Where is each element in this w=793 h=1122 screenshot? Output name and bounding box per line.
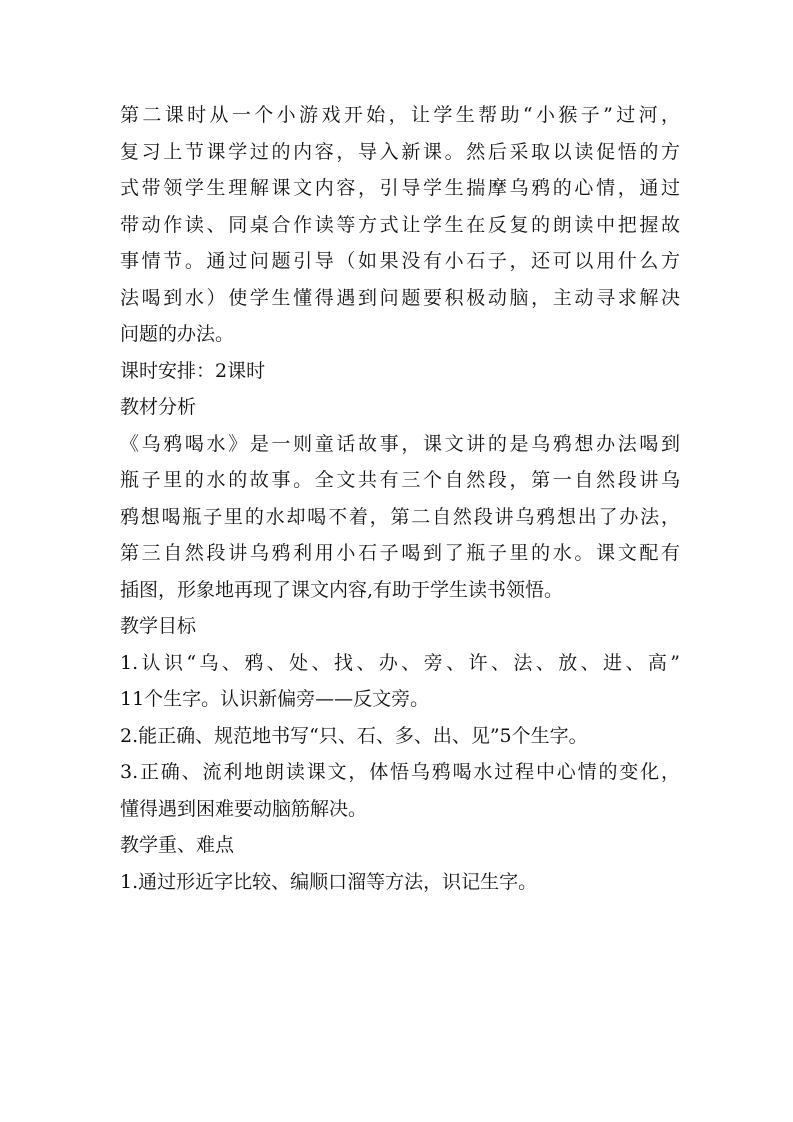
text-line: 鸦想喝瓶子里的水却喝不着，第二自然段讲乌鸦想出了办法， (120, 505, 680, 528)
goal-item: 1.认识“乌、鸦、处、找、办、旁、许、法、放、进、高” (120, 651, 680, 674)
heading-material-analysis: 教材分析 (120, 396, 197, 418)
material-paragraph (120, 426, 680, 609)
text-line: 式带领学生理解课文内容，引导学生揣摩乌鸦的心情，通过 (120, 177, 680, 199)
text-line: 问题的办法。 (120, 323, 235, 345)
text-line: 插图，形象地再现了课文内容,有助于学生读书领悟。 (120, 578, 564, 601)
key-point-item: 1.通过形近字比较、编顺口溜等方法，识记生字。 (120, 870, 538, 893)
text-line: 复习上节课学过的内容，导入新课。然后采取以读促悟的方 (120, 140, 680, 163)
text-line: 《乌鸦喝水》是一则童话故事，课文讲的是乌鸦想办法喝到 (120, 432, 680, 455)
text-line: 带动作读、同桌合作读等方式让学生在反复的朗读中把握故 (120, 213, 680, 236)
goals-list (120, 645, 680, 828)
text-line: 第三自然段讲乌鸦利用小石子喝到了瓶子里的水。课文配有 (120, 542, 680, 564)
text-line: 法喝到水）使学生懂得遇到问题要积极动脑，主动寻求解决 (120, 286, 680, 309)
key-points-list (120, 864, 680, 901)
heading-teaching-goals: 教学目标 (120, 615, 197, 637)
document-body (120, 97, 680, 900)
text-line: 第二课时从一个小游戏开始，让学生帮助“小猴子”过河， (120, 104, 680, 126)
intro-paragraph (120, 97, 680, 353)
goal-item: 懂得遇到困难要动脑筋解决。 (120, 797, 368, 820)
goal-item: 3.正确、流利地朗读课文，体悟乌鸦喝水过程中心情的变化， (120, 761, 680, 783)
goal-item: 2.能正确、规范地书写“只、石、多、出、见”5个生字。 (120, 724, 588, 747)
goal-item: 11个生字。认识新偏旁——反文旁。 (120, 688, 430, 710)
heading-key-points: 教学重、难点 (120, 834, 235, 856)
text-line: 事情节。通过问题引导（如果没有小石子，还可以用什么方 (120, 250, 680, 272)
schedule-line: 课时安排：2课时 (120, 359, 266, 382)
text-line: 瓶子里的水的故事。全文共有三个自然段，第一自然段讲乌 (120, 469, 680, 491)
